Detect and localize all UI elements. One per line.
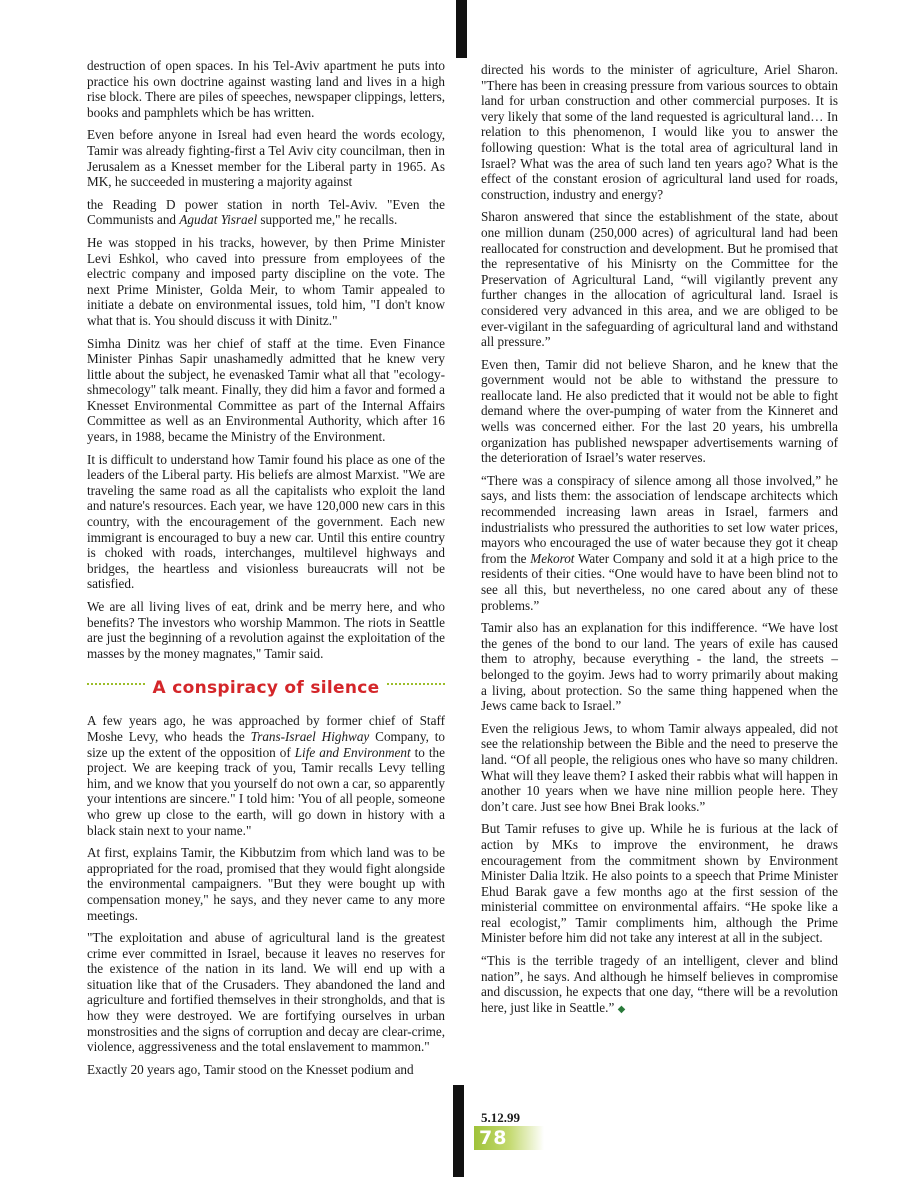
- paragraph: A few years ago, he was approached by former chief of Staff Moshe Levy, who heads the Trans-Israel Highway Company, to size up the extent of the opposition of Life and Environment to the project. We are keeping track of you, Tamir recalls Levy telling him, and we know that you yourself do not own a car, so apparently your intentions are sincere." I told him: 'You of all people, someone who grew up close to the earth, will go down in history with a black stain next to your name.": [87, 713, 446, 838]
- paragraph: Even before anyone in Isreal had even heard the words ecology, Tamir was already fighting-first a Tel Aviv city councilman, then in Jerusalem as a Knesset member for the Liberal party in 1965. As MK, he succeeded in mustering a majority against: [87, 127, 445, 190]
- paragraph: We are all living lives of eat, drink and be merry here, and who benefits? The investors who worship Mammon. The riots in Seattle are just the beginning of a revolution against the exploitation of the masses by the money magnates," Tamir said.: [87, 599, 445, 661]
- paragraph: At first, explains Tamir, the Kibbutzim from which land was to be appropriated for the road, promised that they would fight alongside the environmental campaigners. "But they were bought up with compensation money," he says, and they never came to any more meetings.: [87, 845, 445, 923]
- paragraph: Even the religious Jews, to whom Tamir always appealed, did not see the relationship between the Bible and the need to preserve the land. “Of all people, the religious ones who have so many children. What will they leave them? I asked their rabbis what will happen in another 10 years when we have nine million people here. They don’t care. Just see how Bnei Brak looks.”: [481, 720, 838, 814]
- article-date: 5.12.99: [481, 1110, 520, 1125]
- section-heading: [87, 679, 445, 705]
- paragraph: But Tamir refuses to give up. While he is furious at the lack of action by MKs to improve the environment, he draws encouragement from the commitment shown by Environment Minister Dalia ltzik. He also points to a speech that Prime Minister Ehud Barak gave a few months ago at the first session of the ministerial committee on environmental affairs. “He spoke like a real ecologist,” Tamir compliments him, although the Prime Minister before him did not take any interest at all in the subject.: [481, 821, 838, 946]
- paragraph: “This is the terrible tragedy of an intelligent, clever and blind nation”, he says. And although he himself believes in compromise and discussion, he expects that one day, “there will be a revolution here, just like in Seattle.” ◆: [481, 953, 838, 1015]
- paragraph: It is difficult to understand how Tamir found his place as one of the leaders of the Liberal party. His beliefs are almost Marxist. "We are traveling the same road as all the capitalists who exploit the land and nature's resources. Each year, we have 120,000 new cars in this country, with the encouragement of the government. Each new immigrant is encouraged to buy a new car. Until this entire country is choked with roads, interchanges, multilevel highways and bridges, the heartless and visionless bureaucrats will not be satisfied.: [87, 451, 445, 592]
- paragraph: Sharon answered that since the establishment of the state, about one million dunam (250,000 acres) of agricultural land had been reallocated for construction and development. But he promised that the representative of his Minisrty on the Committee for the Preservation of Agricultural Land, “will vigilantly prevent any further changes in the allocation of agricultural land. Israel is considered very advanced in this area, and we are obliged to be ever-vigilant in the safeguarding of agricultural land and withstand all pressure.”: [481, 209, 838, 350]
- column-divider-top: [456, 0, 467, 58]
- paragraph: Tamir also has an explanation for this indifference. “We have lost the genes of the bond to our land. The years of exile has caused them to atrophy, because everything - the land, the streets – belonged to the goyim. Jews had to worry primarily about making a living, about protection. So the same thing happened when the Jews came back to Israel.”: [481, 620, 838, 714]
- paragraph: Exactly 20 years ago, Tamir stood on the Knesset podium and: [87, 1061, 414, 1077]
- left-column: [87, 58, 445, 1084]
- paragraph: Even then, Tamir did not believe Sharon, and he knew that the government would not be able to withstand the pressure to reallocate land. He also predicted that it would not be able to fight demand where the over-pumping of water from the Kinneret and wells was concerned either. For the last 20 years, his umbrella organization has published newspaper advertisements warning of the deterioration of Israel’s water reserves.: [481, 356, 838, 466]
- paragraph: destruction of open spaces. In his Tel-Aviv apartment he puts into practice his own doctrine against wasting land and lives in a high rise block. There are piles of speeches, newspaper clippings, letters, books and pamphlets which be has written.: [87, 58, 445, 120]
- end-mark-icon: ◆: [617, 1003, 626, 1015]
- paragraph: “There was a conspiracy of silence among all those involved,” he says, and lists them: the association of lendscape architects which recommended increasing lawn areas in Israel, farmers and industrialists who pressured the authorities to set low water prices, mayors who encouraged the use of water because they got it cheap from the Mekorot Water Company and sold it at a high price to the residents of their cities. “One would have to have been blind not to see all this, but nevertheless, no one cared about any of these problems.”: [481, 472, 838, 613]
- paragraph: Simha Dinitz was her chief of staff at the time. Even Finance Minister Pinhas Sapir unashamedly admitted that he knew very little about the subject, he evenasked Tamir what all that "ecology-shmecology" talk meant. Finally, they did him a favor and formed a Knesset Environmental Committee as part of the Internal Affairs Committee as well as an Environmental Authority, which after 16 years, in 1988, became the Ministry of the Environment.: [87, 335, 445, 445]
- paragraph: He was stopped in his tracks, however, by then Prime Minister Levi Eshkol, who caved into pressure from employees of the electric company and imposed party discipline on the vote. The next Prime Minister, Golda Meir, to whom Tamir appealed to initiate a debate on environmental issues, told him, "I don't know what that is. You should discuss it with Dinitz.": [87, 234, 445, 328]
- paragraph: directed his words to the minister of agriculture, Ariel Sharon. "There has been in creasing pressure from various sources to obtain land for urban construction and other commercial purposes. It is very likely that some of the land requested is agricultural land… In relation to this phenomenon, I would like you to answer the following question: What is the total area of agricultural land in Israel? What was the area of such land ten years ago? What is the effect of the constant erosion of agricultural land used for roads, construction, industry and energy?: [481, 62, 838, 202]
- column-divider-bottom: [453, 1085, 464, 1177]
- paragraph: the Reading D power station in north Tel-Aviv. "Even the Communists and Agudat Yisrael supported me," he recalls.: [87, 196, 445, 228]
- page-number-tab: [474, 1126, 544, 1150]
- section-heading-text: A conspiracy of silence: [147, 678, 386, 698]
- paragraph: "The exploitation and abuse of agricultural land is the greatest crime ever committed in Israel, because it leaves no reserves for the existence of the nation in its land. We will end up with a situation like that of the Crusaders. They abandoned the land and agriculture and fortified themselves in their strongholds, and that is how they were destroyed. We are fortifying ourselves in urban monstrosities and the signs of corruption and decay are clear-crime, violence, aggressiveness and the total enslavement to mammon.": [87, 930, 445, 1055]
- right-column: [481, 62, 838, 1024]
- page-number: 78: [479, 1127, 508, 1149]
